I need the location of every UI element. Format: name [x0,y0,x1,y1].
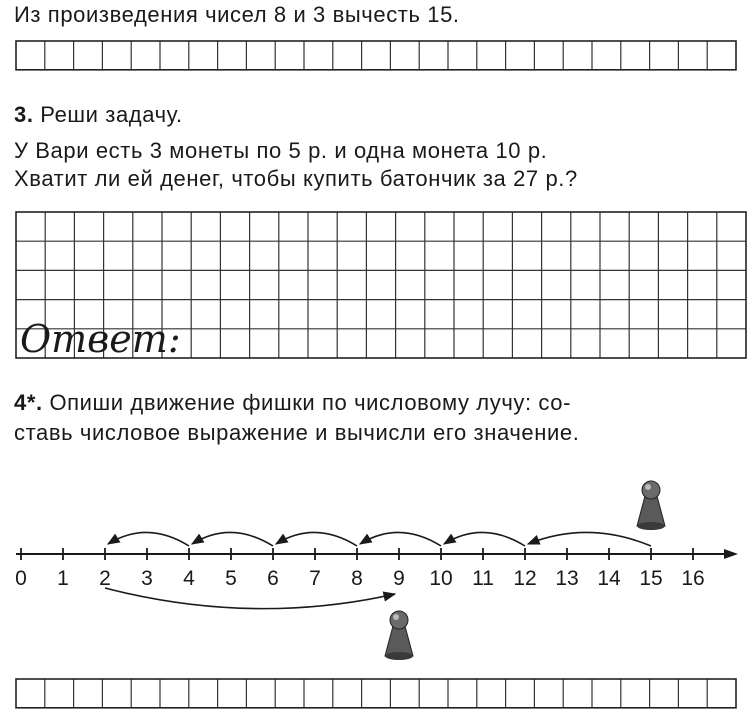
tick-label: 3 [141,567,153,590]
tick-label: 16 [681,567,705,590]
jump-arc-back [528,532,651,546]
tick-label: 2 [99,567,111,590]
grid-frame [16,679,736,708]
task3-number: 3. [14,102,34,127]
task4-number: 4*. [14,390,43,415]
tick-label: 5 [225,567,237,590]
tick-label: 7 [309,567,321,590]
jump-arc-forward [105,588,395,609]
task3-line2: Хватит ли ей денег, чтобы купить батончик за 27 р.? [14,166,578,191]
tick-label: 15 [639,567,663,590]
tick-label: 6 [267,567,279,590]
tick-label: 8 [351,567,363,590]
answer-grid-1[interactable] [16,41,736,70]
number-line [15,481,738,660]
tick-label: 1 [57,567,69,590]
tick-label: 13 [555,567,579,590]
tick-label: 10 [429,567,453,590]
tick-label: 11 [472,567,494,590]
tick-label: 0 [15,567,27,590]
tick-label: 9 [393,567,405,590]
task4-line2: ставь числовое выражение и вычисли его значение. [14,420,580,445]
tick-label: 12 [513,567,537,590]
jump-arc-back [276,532,357,546]
tick-label: 4 [183,567,195,590]
task3-line1: У Вари есть 3 монеты по 5 р. и одна монета 10 р. [14,138,548,163]
answer-label: Ответ: [20,317,181,361]
chip-start-icon [637,481,665,530]
jump-arc-back [192,532,273,546]
jump-arc-back [360,532,441,546]
chip-end-icon [385,611,413,660]
answer-grid-4[interactable] [16,679,736,708]
task3-title: Реши задачу. [40,102,183,127]
jump-arc-back [108,532,189,546]
ray-arrowhead [724,549,738,559]
grid-frame [16,41,736,70]
task1-text: Из произведения чисел 8 и 3 вычесть 15. [14,2,460,27]
jump-arc-back [444,532,525,546]
task4-line1: Опиши движение фишки по числовому лучу: со- [49,390,572,415]
tick-label: 14 [597,567,621,590]
